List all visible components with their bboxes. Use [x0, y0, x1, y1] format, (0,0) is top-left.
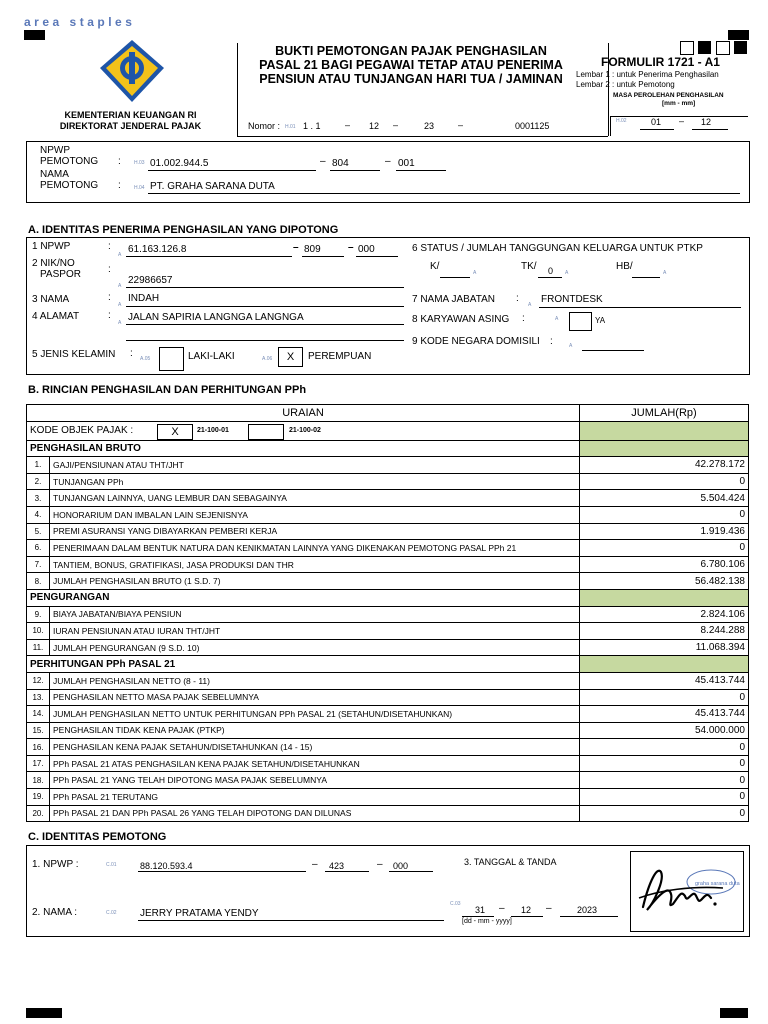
row-value: 6.780.106	[580, 556, 749, 573]
lembar-2: Lembar 2 : untuk Pemotong	[576, 80, 675, 89]
c-npwp-1: 88.120.593.4	[140, 861, 193, 871]
corner-mark-bottom-left	[26, 1008, 62, 1018]
row-number: 4.	[27, 506, 50, 523]
col-jumlah: JUMLAH(Rp)	[580, 405, 749, 422]
a-jabatan: FRONTDESK	[541, 294, 603, 305]
form-name: FORMULIR 1721 - A1	[601, 55, 720, 69]
nomor-code: H.01	[285, 124, 296, 130]
row-number: 15.	[27, 722, 50, 739]
masa-label: MASA PEROLEHAN PENGHASILAN	[613, 92, 724, 99]
row-label: PPh PASAL 21 DAN PPh PASAL 26 YANG TELAH DIPOTONG DAN DILUNAS	[50, 805, 580, 822]
form-code-box-4	[734, 41, 747, 54]
table-row	[27, 639, 749, 656]
nama-pemotong: PT. GRAHA SARANA DUTA	[150, 181, 275, 192]
col-uraian: URAIAN	[27, 405, 580, 422]
table-row	[27, 473, 749, 490]
a-asing-ya: YA	[595, 316, 606, 325]
row-number: 14.	[27, 706, 50, 723]
row-value: 5.504.424	[580, 490, 749, 507]
a-hb-label: HB/	[616, 261, 633, 272]
a-npwp-3: 000	[358, 244, 375, 255]
table-row	[27, 523, 749, 540]
form-title-line-3: PENSIUN ATAU TUNJANGAN HARI TUA / JAMINAN	[259, 72, 563, 86]
nomor-part-3: 23	[424, 121, 435, 131]
corner-mark-top-left	[24, 30, 45, 40]
nomor-part-1: 1 . 1	[303, 121, 321, 131]
table-row	[27, 457, 749, 474]
row-label: TANTIEM, BONUS, GRATIFIKASI, JASA PRODUKSI DAN THR	[50, 556, 580, 573]
row-label: PENGHASILAN KENA PAJAK SETAHUN/DISETAHUNKAN (14 - 15)	[50, 739, 580, 756]
section-perhitungan-row	[27, 656, 749, 673]
row-label: PENGHASILAN TIDAK KENA PAJAK (PTKP)	[50, 722, 580, 739]
a-nik-label-1: 2 NIK/NO	[32, 258, 75, 269]
laki-laki-checkbox[interactable]	[159, 347, 184, 371]
table-row	[27, 573, 749, 590]
kode-objek-label: KODE OBJEK PAJAK :	[30, 425, 134, 437]
form-title-line-2: PASAL 21 BAGI PEGAWAI TETAP ATAU PENERIMA	[259, 58, 563, 72]
karyawan-asing-checkbox[interactable]	[569, 312, 592, 331]
rincian-table	[26, 404, 749, 822]
npwp-pemotong-1: 01.002.944.5	[150, 158, 209, 169]
row-label: PENGHASILAN NETTO MASA PAJAK SEBELUMNYA	[50, 689, 580, 706]
signature-box	[630, 851, 744, 932]
table-row	[27, 789, 749, 806]
row-label: JUMLAH PENGHASILAN BRUTO (1 S.D. 7)	[50, 573, 580, 590]
table-row	[27, 706, 749, 723]
a-tk-label: TK/	[521, 261, 537, 272]
table-row	[27, 672, 749, 689]
row-number: 2.	[27, 473, 50, 490]
c-tgl-format: [dd - mm - yyyy]	[462, 918, 512, 925]
a-npwp-1: 61.163.126.8	[128, 244, 187, 255]
a-tk-value: 0	[548, 266, 554, 276]
masa-format: [mm - mm]	[662, 100, 696, 107]
row-label: PREMI ASURANSI YANG DIBAYARKAN PEMBERI KERJA	[50, 523, 580, 540]
c-yyyy: 2023	[577, 905, 598, 915]
nama-pemotong-label: NAMA PEMOTONG	[40, 169, 99, 191]
c-nama: JERRY PRATAMA YENDY	[140, 908, 259, 919]
row-value: 45.413.744	[580, 672, 749, 689]
lembar-1: Lembar 1 : untuk Penerima Penghasilan	[576, 70, 719, 79]
section-b-title: B. RINCIAN PENGHASILAN DAN PERHITUNGAN PPh	[28, 384, 307, 396]
c-npwp-3: 000	[393, 861, 409, 871]
kode-objek-checkbox-1[interactable]: X	[157, 424, 193, 440]
a-jabatan-label: 7 NAMA JABATAN	[412, 294, 495, 305]
row-value: 11.068.394	[580, 639, 749, 656]
row-value: 2.824.106	[580, 606, 749, 623]
row-number: 10.	[27, 623, 50, 640]
brand-text: area staples	[24, 15, 136, 29]
row-label: TUNJANGAN PPh	[50, 473, 580, 490]
row-number: 20.	[27, 805, 50, 822]
form-code-box-3	[716, 41, 730, 55]
a-alamat-label: 4 ALAMAT	[32, 311, 80, 322]
c-mm: 12	[521, 905, 532, 915]
a-k-label: K/	[430, 261, 440, 272]
c-nama-label: 2. NAMA :	[32, 907, 78, 918]
row-label: HONORARIUM DAN IMBALAN LAIN SEJENISNYA	[50, 506, 580, 523]
kode-objek-1: 21-100-01	[197, 426, 229, 434]
row-value: 0	[580, 739, 749, 756]
table-row	[27, 689, 749, 706]
table-row	[27, 739, 749, 756]
section-bruto-row	[27, 440, 749, 457]
a-nik-label-2: PASPOR	[40, 269, 81, 280]
stamp-text: graha sarana duta	[695, 881, 740, 887]
c-npwp-2: 423	[329, 861, 345, 871]
row-value: 0	[580, 506, 749, 523]
kemenkeu-logo	[96, 38, 168, 104]
row-value: 0	[580, 473, 749, 490]
row-value: 42.278.172	[580, 457, 749, 474]
row-number: 18.	[27, 772, 50, 789]
c-dd: 31	[475, 905, 486, 915]
row-label: JUMLAH PENGURANGAN (9 S.D. 10)	[50, 639, 580, 656]
row-number: 19.	[27, 789, 50, 806]
kode-objek-checkbox-2[interactable]	[248, 424, 284, 440]
row-number: 9.	[27, 606, 50, 623]
row-label: PPh PASAL 21 YANG TELAH DIPOTONG MASA PAJAK SEBELUMNYA	[50, 772, 580, 789]
c-npwp-label: 1. NPWP :	[32, 859, 79, 870]
kode-objek-2: 21-100-02	[289, 426, 321, 434]
perempuan-label: PEREMPUAN	[308, 351, 372, 362]
row-value: 54.000.000	[580, 722, 749, 739]
table-row	[27, 722, 749, 739]
row-number: 13.	[27, 689, 50, 706]
c-tanggal-label: 3. TANGGAL & TANDA	[464, 857, 557, 867]
table-row	[27, 623, 749, 640]
row-number: 17.	[27, 755, 50, 772]
row-label: TUNJANGAN LAINNYA, UANG LEMBUR DAN SEBAGAINYA	[50, 490, 580, 507]
form-code-box-1	[680, 41, 694, 55]
row-value: 0	[580, 540, 749, 557]
row-number: 8.	[27, 573, 50, 590]
row-value: 0	[580, 789, 749, 806]
form-code-box-2	[698, 41, 711, 54]
table-row	[27, 506, 749, 523]
row-value: 8.244.288	[580, 623, 749, 640]
table-row	[27, 540, 749, 557]
corner-mark-bottom-right	[720, 1008, 748, 1018]
table-header-row	[27, 405, 749, 422]
row-number: 12.	[27, 672, 50, 689]
table-row	[27, 606, 749, 623]
npwp-pemotong-3: 001	[398, 158, 415, 169]
table-row	[27, 490, 749, 507]
row-number: 5.	[27, 523, 50, 540]
agency-line-2: DIREKTORAT JENDERAL PAJAK	[59, 121, 202, 131]
a-alamat: JALAN SAPIRIA LANGNGA LANGNGA	[128, 312, 304, 323]
row-number: 1.	[27, 457, 50, 474]
a-nama: INDAH	[128, 293, 160, 304]
a-jk-label: 5 JENIS KELAMIN	[32, 349, 116, 360]
row-value: 0	[580, 805, 749, 822]
nomor-part-2: 12	[369, 121, 380, 131]
a-nik: 22986657	[128, 275, 173, 286]
section-pengurangan-row	[27, 589, 749, 606]
row-value: 0	[580, 772, 749, 789]
corner-mark-top-right	[728, 30, 749, 40]
row-value: 0	[580, 755, 749, 772]
a-negara-label: 9 KODE NEGARA DOMISILI	[412, 336, 540, 347]
masa-to: 12	[701, 117, 712, 127]
row-label: JUMLAH PENGHASILAN NETTO UNTUK PERHITUNGAN PPh PASAL 21 (SETAHUN/DISETAHUNKAN)	[50, 706, 580, 723]
row-label: PPh PASAL 21 ATAS PENGHASILAN KENA PAJAK SETAHUN/DISETAHUNKAN	[50, 755, 580, 772]
agency-line-1: KEMENTERIAN KEUANGAN RI	[64, 110, 197, 120]
table-row	[27, 755, 749, 772]
perhitungan-title: PERHITUNGAN PPh PASAL 21	[27, 656, 580, 673]
row-label: PENERIMAAN DALAM BENTUK NATURA DAN KENIKMATAN LAINNYA YANG DIKENAKAN PEMOTONG PASAL PPh 21	[50, 540, 580, 557]
perempuan-checkbox[interactable]: X	[278, 347, 303, 367]
a-status-label: 6 STATUS / JUMLAH TANGGUNGAN KELUARGA UNTUK PTKP	[412, 243, 703, 254]
a-asing-label: 8 KARYAWAN ASING	[412, 314, 510, 325]
table-row	[27, 805, 749, 822]
row-value: 0	[580, 689, 749, 706]
row-number: 6.	[27, 540, 50, 557]
a-nama-label: 3 NAMA	[32, 294, 70, 305]
row-number: 11.	[27, 639, 50, 656]
row-label: IURAN PENSIUNAN ATAU IURAN THT/JHT	[50, 623, 580, 640]
npwp-pemotong-label: NPWP PEMOTONG	[40, 145, 99, 167]
row-label: JUMLAH PENGHASILAN NETTO (8 - 11)	[50, 672, 580, 689]
form-title-line-1: BUKTI PEMOTONGAN PAJAK PENGHASILAN	[275, 44, 547, 58]
a-npwp-label: 1 NPWP	[32, 241, 71, 252]
row-label: GAJI/PENSIUNAN ATAU THT/JHT	[50, 457, 580, 474]
table-row	[27, 556, 749, 573]
row-value: 56.482.138	[580, 573, 749, 590]
nomor-part-4: 0001125	[515, 121, 550, 131]
npwp-pemotong-code: H.03	[134, 160, 145, 166]
signature-image	[631, 852, 743, 931]
laki-laki-label: LAKI-LAKI	[188, 351, 235, 362]
row-value: 45.413.744	[580, 706, 749, 723]
row-number: 3.	[27, 490, 50, 507]
masa-code: H.02	[616, 118, 627, 124]
section-c-title: C. IDENTITAS PEMOTONG	[28, 831, 167, 843]
row-label: PPh PASAL 21 TERUTANG	[50, 789, 580, 806]
pengurangan-title: PENGURANGAN	[27, 589, 580, 606]
row-number: 7.	[27, 556, 50, 573]
section-a-title: A. IDENTITAS PENERIMA PENGHASILAN YANG DIPOTONG	[28, 224, 339, 236]
row-value: 1.919.436	[580, 523, 749, 540]
row-number: 16.	[27, 739, 50, 756]
masa-from: 01	[651, 117, 662, 127]
nomor-label: Nomor :	[248, 121, 281, 131]
table-row	[27, 772, 749, 789]
nama-pemotong-code: H.04	[134, 185, 145, 191]
row-label: BIAYA JABATAN/BIAYA PENSIUN	[50, 606, 580, 623]
npwp-pemotong-2: 804	[332, 158, 349, 169]
a-npwp-2: 809	[304, 244, 321, 255]
kode-objek-row	[27, 421, 749, 440]
bruto-title: PENGHASILAN BRUTO	[27, 440, 580, 457]
